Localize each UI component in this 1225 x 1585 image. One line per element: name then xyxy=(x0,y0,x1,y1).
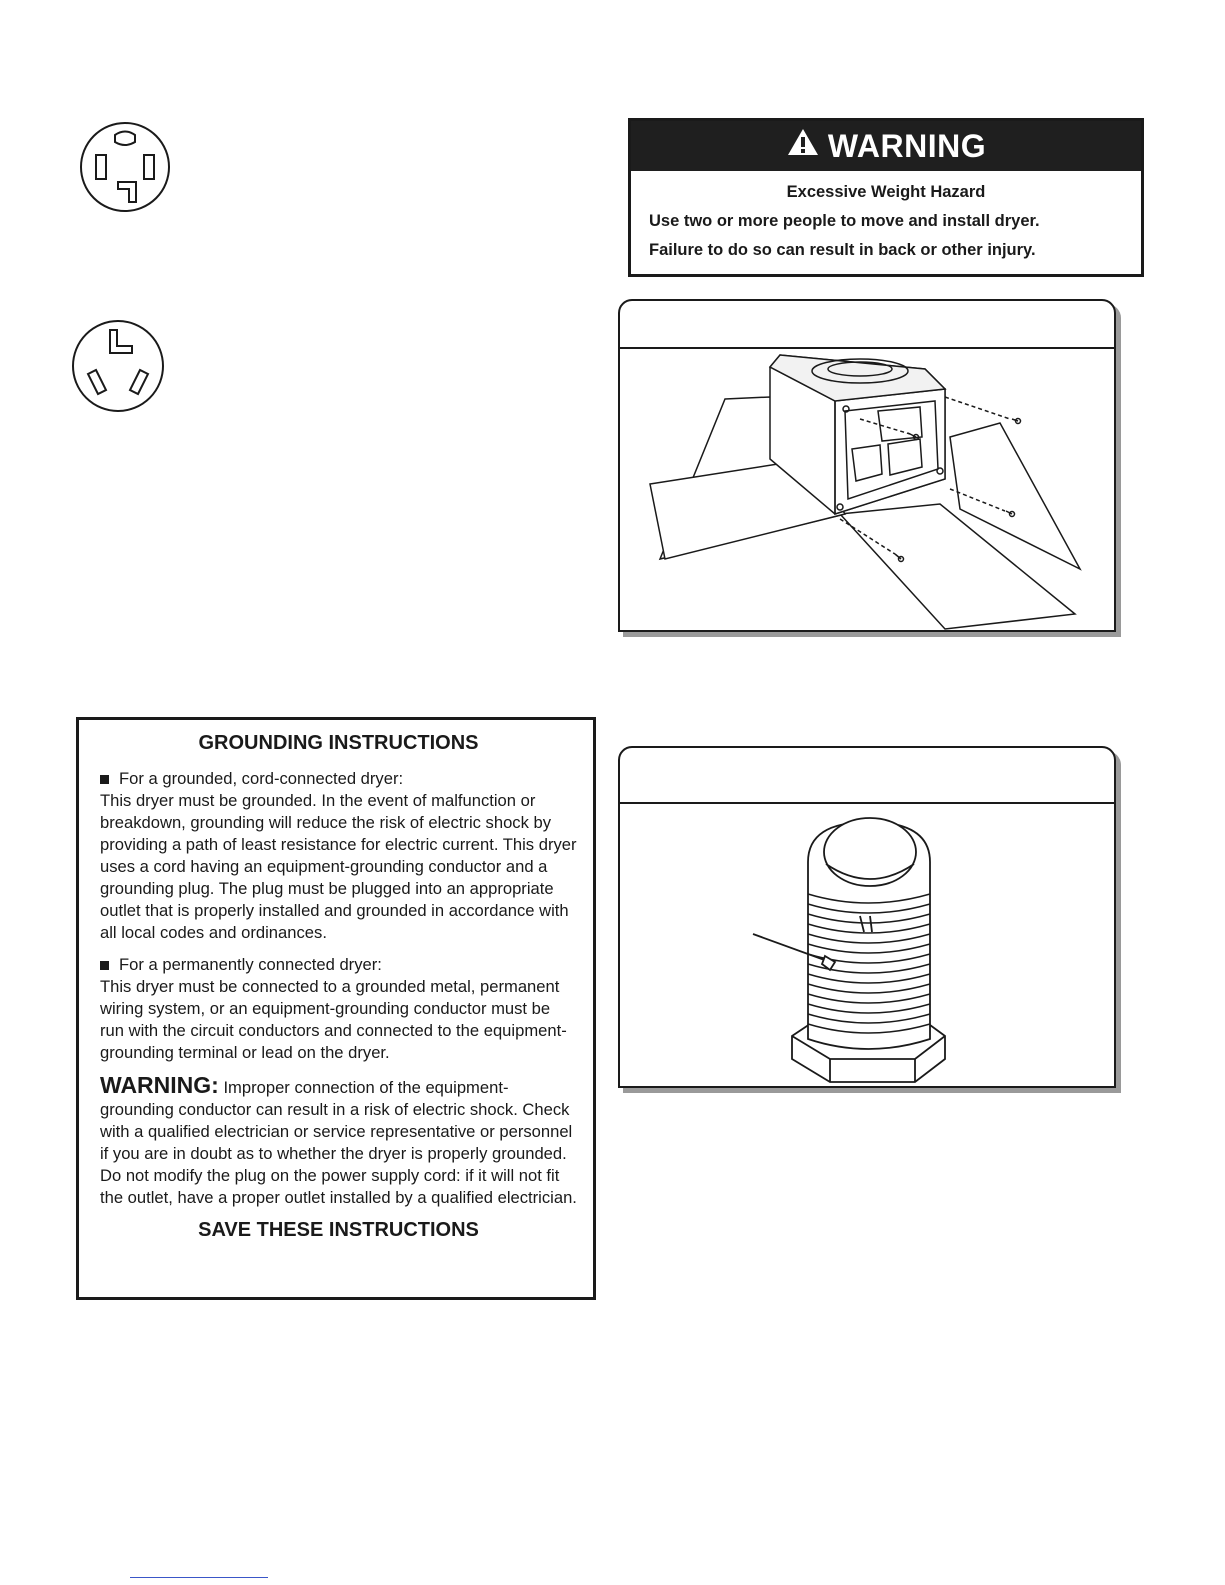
warning-heading: WARNING xyxy=(827,127,987,164)
warning-box xyxy=(628,118,1144,277)
permanent-paragraph: This dryer must be connected to a grounded metal, permanent wiring system, or an equipment-grounding conductor must be run with the circuit conductors and connected to the equipment-grounding terminal or lead on the dryer. xyxy=(100,977,567,1062)
dryer-panel-header xyxy=(620,301,1114,349)
grounding-warning-label: WARNING: xyxy=(100,1072,219,1098)
hazard-title: Excessive Weight Hazard xyxy=(786,183,986,201)
bullet-permanent xyxy=(100,954,577,976)
footer-link-underline[interactable] xyxy=(130,1577,268,1578)
bullet-square-icon xyxy=(100,961,109,970)
leveling-leg-panel xyxy=(618,746,1116,1088)
dryer-illustration xyxy=(620,349,1114,631)
3-prong-outlet-icon xyxy=(70,318,166,414)
warning-line-1: Use two or more people to move and install dryer. xyxy=(649,212,1040,230)
bullet-cord-connected-text: For a grounded, cord-connected dryer: xyxy=(119,769,404,788)
grounding-title: GROUNDING INSTRUCTIONS xyxy=(198,732,479,754)
warning-header xyxy=(631,121,1141,171)
leveling-leg-panel-header xyxy=(620,748,1114,804)
bullet-permanent-text: For a permanently connected dryer: xyxy=(119,955,382,974)
warning-line-2: Failure to do so can result in back or other injury. xyxy=(649,241,1036,259)
save-instructions-title: SAVE THESE INSTRUCTIONS xyxy=(198,1219,479,1241)
warning-triangle-icon xyxy=(786,127,820,165)
bullet-square-icon xyxy=(100,775,109,784)
grounding-warning-text: Improper connection of the equipment-grounding conductor can result in a risk of electric shock. Check with a qualified electrician or service representative or personnel if you are in doubt as to whether the dryer is properly grounded. Do not modify the plug on the power supply cord: if it will not fit the outlet, have a proper outlet installed by a qualified electrician. xyxy=(100,1078,577,1207)
dryer-panel xyxy=(618,299,1116,632)
grounding-warning-paragraph xyxy=(100,1074,577,1209)
4-prong-outlet-icon xyxy=(78,120,172,214)
cord-connected-paragraph: This dryer must be grounded. In the event of malfunction or breakdown, grounding will reduce the risk of electric shock by providing a path of least resistance for electric current. This dryer uses a cord having an equipment-grounding conductor and a grounding plug. The plug must be plugged into an appropriate outlet that is properly installed and grounded in accordance with all local codes and ordinances. xyxy=(100,791,577,942)
grounding-instructions-box xyxy=(76,717,596,1300)
leveling-leg-illustration xyxy=(620,804,1114,1088)
bullet-cord-connected xyxy=(100,768,577,790)
